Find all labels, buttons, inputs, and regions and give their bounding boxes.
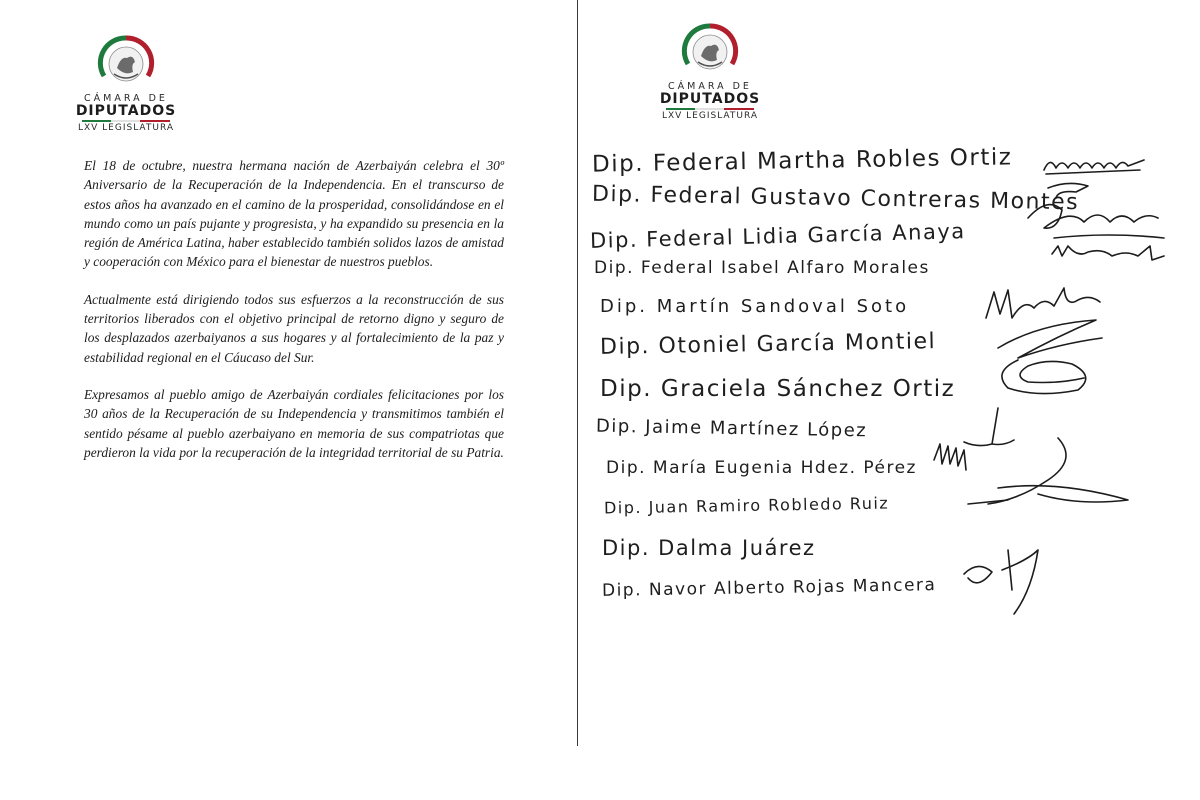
handwritten-signature [928, 430, 1148, 520]
letter-paragraph-3: Expresamos al pueblo amigo de Azerbaiyán cordiales felicitaciones por los 30 años de la Recuperación de su Independencia y transmitimos también el sentido pésame al pueblo azerbaiyano en memoria de sus compatriotas que perdieron la vida por la recuperación de la integridad territorial de su Patria. [84, 386, 504, 460]
handwritten-signature [988, 352, 1098, 402]
signatory-name: Dip. Navor Alberto Rojas Mancera [601, 575, 937, 601]
signatures-page [578, 0, 1200, 800]
logo-text-diputados: DIPUTADOS [659, 91, 761, 107]
logo-text-diputados: DIPUTADOS [75, 103, 177, 119]
signatory-name: Dip. Federal Isabel Alfaro Morales [594, 258, 930, 278]
letter-page [0, 0, 578, 800]
handwritten-signature [958, 530, 1078, 620]
signatory-name: Dip. Graciela Sánchez Ortiz [600, 376, 956, 402]
logo-text-camara-de: CÁMARA DE [84, 93, 168, 104]
camara-de-diputados-logo [66, 34, 186, 133]
handwritten-signature [1040, 148, 1150, 182]
logo-text-legislatura: LXV LEGISLATURA [77, 123, 175, 133]
letter-paragraph-2: Actualmente está dirigiendo todos sus esfuerzos a la reconstrucción de sus territorios liberados con el objetivo principal de retorno digno y seguro de los desplazados azerbaiyanos a sus hogares y al fortalecimiento de la paz y estabilidad regional en el Cáucaso del Sur. [84, 291, 504, 365]
logo-tricolor-rule [666, 108, 754, 110]
logo-text-camara-de: CÁMARA DE [668, 81, 752, 92]
signatory-name: Dip. Otoniel García Montiel [599, 329, 937, 360]
letter-paragraph-1: El 18 de octubre, nuestra hermana nación de Azerbaiyán celebra el 30º Aniversario de la Recuperación de la Independencia. En el transcurso de estos años ha avanzado en el camino de la prosperidad, consolidándose en el mundo como un país pujante y progresista, y ha expandido su presencia en la región de América Latina, haber establecido también solidos lazos de amistad y cooperación con México para el bienestar de nuestros pueblos. [84, 158, 504, 270]
letter-body [84, 156, 504, 480]
signatory-name: Dip. Federal Martha Robles Ortiz [591, 144, 1013, 178]
coat-of-arms-emblem-icon [681, 22, 739, 80]
signatory-name: Dip. Juan Ramiro Robledo Ruiz [603, 493, 890, 518]
logo-text-legislatura: LXV LEGISLATURA [661, 111, 759, 121]
handwritten-signature [1048, 238, 1168, 266]
signatory-name: Dip. Federal Lidia García Anaya [589, 219, 966, 253]
coat-of-arms-emblem-icon [97, 34, 155, 92]
signatory-name: Dip. Martín Sandoval Soto [600, 296, 910, 317]
logo-tricolor-rule [82, 120, 170, 122]
signatory-name: Dip. Dalma Juárez [602, 536, 816, 560]
signatory-name: Dip. Federal Gustavo Contreras Montes [591, 181, 1080, 216]
signatory-name: Dip. Jaime Martínez López [595, 415, 868, 442]
camara-de-diputados-logo [650, 22, 770, 121]
signatory-name: Dip. María Eugenia Hdez. Pérez [606, 458, 917, 478]
